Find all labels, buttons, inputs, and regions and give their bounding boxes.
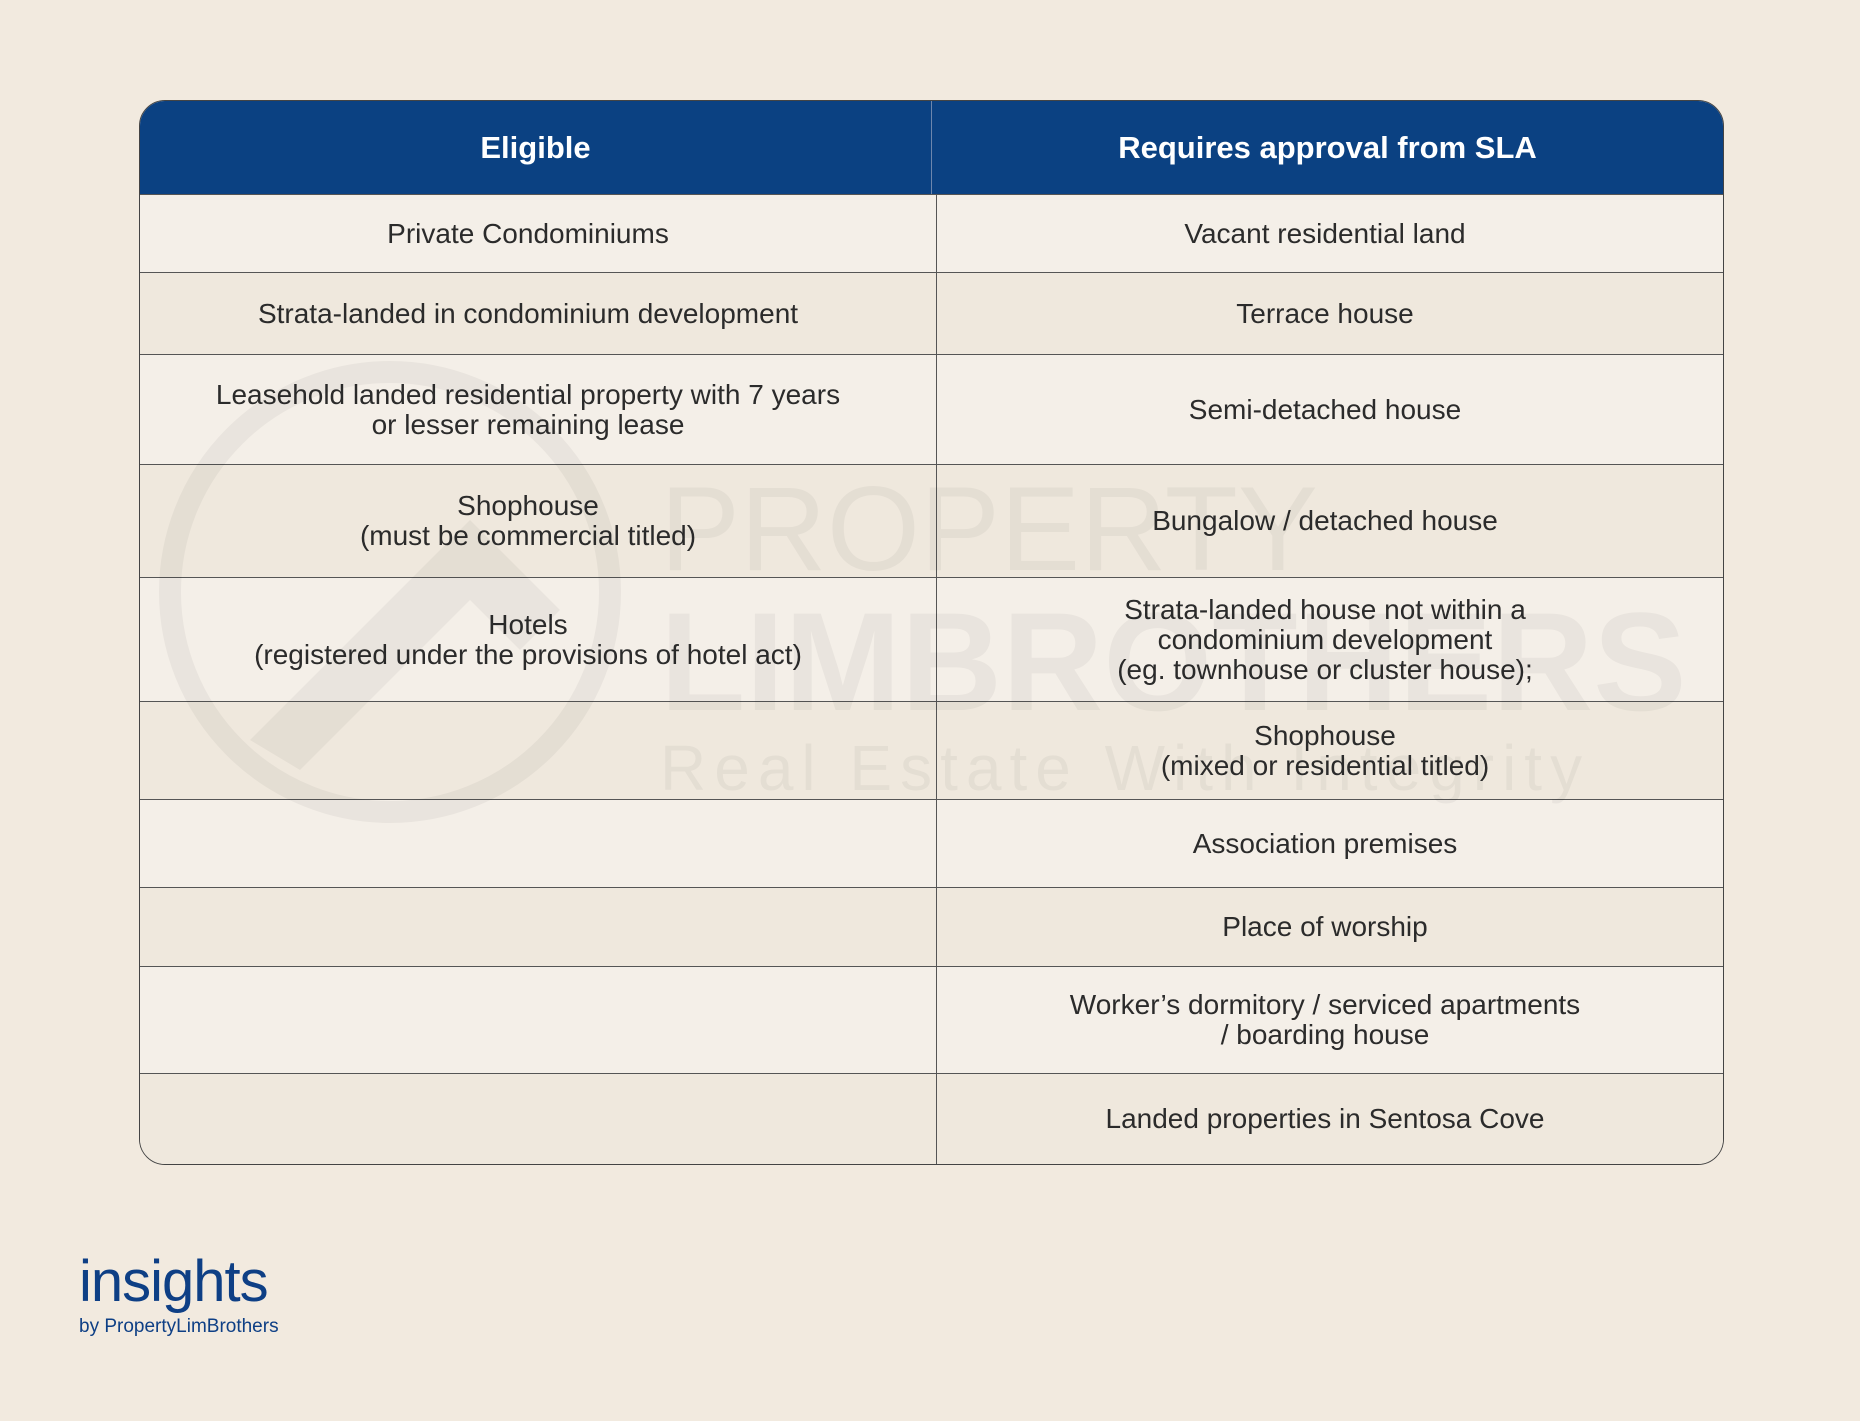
cell-requires-approval: Shophouse (mixed or residential titled) xyxy=(1160,719,1490,781)
cell-requires-approval: Association premises xyxy=(1192,827,1458,859)
cell-eligible xyxy=(140,1074,937,1164)
table-row xyxy=(140,577,1723,701)
eligibility-table xyxy=(139,100,1724,1165)
table-row xyxy=(140,799,1723,887)
cell-requires-approval: Worker’s dormitory / serviced apartments / boarding house xyxy=(1069,989,1581,1050)
table-row xyxy=(140,966,1723,1073)
cell-requires-approval: Strata-landed house not within a condominium development (eg. townhouse or cluster house); xyxy=(1117,593,1533,685)
cell-eligible: Private Condominiums xyxy=(140,195,937,272)
header-requires-approval: Requires approval from SLA xyxy=(1118,129,1537,165)
cell-eligible xyxy=(140,888,937,966)
cell-requires-approval: Bungalow / detached house xyxy=(1152,505,1498,536)
header-eligible: Eligible xyxy=(140,101,932,194)
insights-logo xyxy=(79,1249,279,1338)
table-row xyxy=(140,354,1723,464)
cell-requires-approval: Landed properties in Sentosa Cove xyxy=(1105,1103,1545,1134)
cell-eligible: Hotels (registered under the provisions of hotel act) xyxy=(140,578,937,701)
cell-requires-approval: Terrace house xyxy=(1236,297,1414,329)
cell-requires-approval: Vacant residential land xyxy=(1184,217,1466,249)
cell-eligible xyxy=(140,702,937,799)
logo-subtitle: by PropertyLimBrothers xyxy=(79,1316,279,1337)
logo-title: insights xyxy=(79,1249,268,1314)
cell-eligible xyxy=(140,967,937,1073)
cell-eligible: Strata-landed in condominium development xyxy=(140,273,937,354)
cell-eligible xyxy=(140,800,937,887)
cell-eligible: Leasehold landed residential property with 7 years or lesser remaining lease xyxy=(140,355,937,464)
table-row xyxy=(140,194,1723,272)
cell-eligible: Shophouse (must be commercial titled) xyxy=(140,465,937,577)
table-row xyxy=(140,1073,1723,1164)
cell-requires-approval: Place of worship xyxy=(1222,911,1428,942)
table-header xyxy=(140,101,1723,194)
table-row xyxy=(140,464,1723,577)
table-row xyxy=(140,887,1723,966)
table-row xyxy=(140,272,1723,354)
table-row xyxy=(140,701,1723,799)
cell-requires-approval: Semi-detached house xyxy=(1188,393,1462,425)
